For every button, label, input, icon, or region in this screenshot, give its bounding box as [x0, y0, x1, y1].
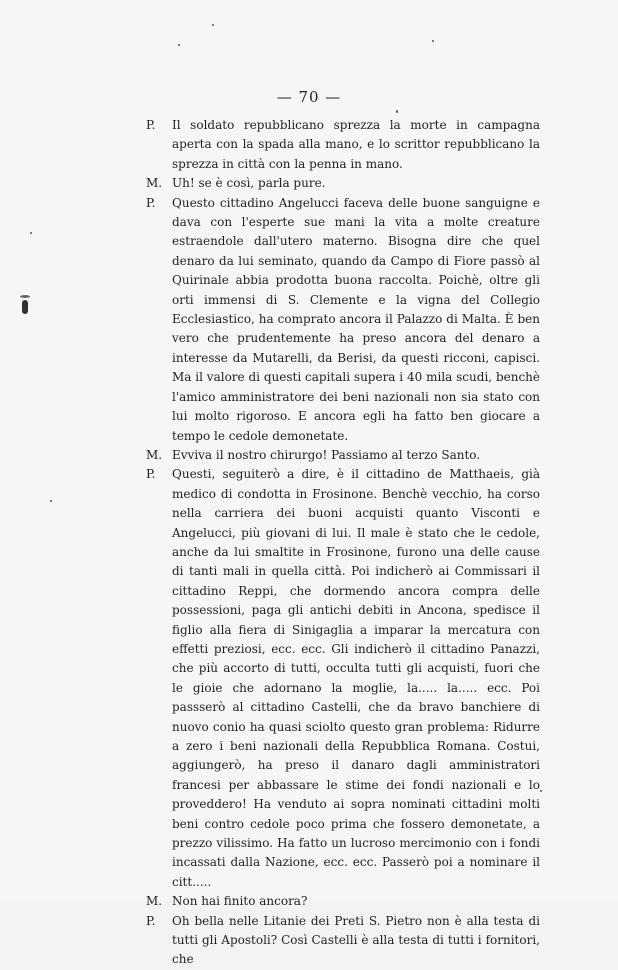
ink-speck	[432, 40, 434, 42]
dialogue-turn	[146, 892, 540, 911]
speaker-label: M.	[146, 447, 163, 462]
dialogue-turn	[146, 465, 540, 892]
dialogue-text	[146, 116, 540, 970]
speaker-label: M.	[146, 176, 163, 191]
ink-speck	[22, 300, 28, 314]
speech-text: Questo cittadino Angelucci faceva delle buone sanguigne e dava con l'esperte sue mani la vita a molte creature estraendole dall'utero materno. Bisogna dire che quel denaro da lui seminato, quando da Campo di Fiore passò al Quirinale abbia prodotta buona raccolta. Poichè, oltre gli orti immensi di S. Clemente e la vigna del Collegio Ecclesiastico, ha comprato ancora il Palazzo di Malta. È ben vero che prudentemente ha preso ancora del denaro a interesse da Mutarelli, da Berisi, da questi ricconi, capisci. Ma il valore di questi capitali supera i 40 mila scudi, benchè l'amico amministratore dei beni nazionali non sia stato con lui molto rigoroso. E ancora egli ha fatto ben giocare a tempo le cedole demonetate.	[172, 195, 540, 443]
ink-speck	[212, 24, 214, 26]
ink-speck	[20, 295, 30, 298]
ink-speck	[30, 232, 32, 234]
speaker-label: M.	[146, 894, 163, 909]
speech-text: Evviva il nostro chirurgo! Passiamo al terzo Santo.	[172, 447, 481, 462]
speaker-label: P.	[146, 118, 156, 132]
speech-text: Oh bella nelle Litanie dei Preti S. Pietro non è alla testa di tutti gli Apostoli? Così Castelli è alla testa di tutti i fornitori, che	[172, 913, 540, 967]
speaker-label: P.	[146, 913, 156, 928]
ink-speck	[396, 110, 398, 113]
speech-text: Uh! se è così, parla pure.	[172, 176, 326, 191]
ink-speck	[540, 790, 542, 792]
dialogue-turn	[146, 174, 540, 193]
dialogue-turn	[146, 912, 540, 970]
page-number: — 70 —	[276, 88, 342, 106]
dialogue-turn	[146, 116, 540, 174]
speech-text: Il soldato repubblicano sprezza la morte in campagna aperta con la spada alla mano, e lo scrittor repubblicano la sprezza in città con la penna in mano.	[172, 118, 540, 171]
ink-speck	[178, 44, 180, 46]
speech-text: Questi, seguiterò a dire, è il cittadino de Matthaeis, già medico di condotta in Frosinone. Benchè vecchio, ha corso nella carriera dei buoni acquisti quanto Visconti e Angelucci, più giovani di lui. Il male è stato che le cedole, anche da lui smaltite in Frosinone, furono una delle cause di tanti mali in quella città. Poi indicherò ai Commissari il cittadino Reppi, che dormendo ancora compra delle possessioni, paga gli antichi debiti in Ancona, spedisce il figlio alla fiera di Sinigaglia a imparar la mercatura con effetti preziosi, ecc. ecc. Gli indicherò il cittadino Panazzi, che più accorto di tutti, occulta tutti gli acquisti, fuori che le gioie che adornano la moglie, la..... la..... ecc. Poi passserò al cittadino Castelli, che da bravo banchiere di nuovo conio ha quasi sciolto questo gran problema: Ridurre a zero i beni nazionali della Repubblica Romana. Costui, aggiungerò, ha preso il danaro dagli amministratori francesi per abbassare le stime dei fondi nazionali e lo proveddero! Ha venduto ai sopra nominati cittadini molti beni contro cedole poco prima che fossero demonetate, a prezzo vilissimo. Ha fatto un lucroso mercimonio con i fondi incassati dalla Nazione, ecc. ecc. Passerò poi a nominare il citt.....	[172, 467, 540, 889]
dialogue-turn	[146, 194, 540, 446]
speaker-label: P.	[146, 467, 156, 482]
ink-speck	[50, 500, 52, 502]
speech-text: Non hai finito ancora?	[172, 894, 308, 909]
dialogue-turn	[146, 446, 540, 465]
speaker-label: P.	[146, 195, 156, 210]
